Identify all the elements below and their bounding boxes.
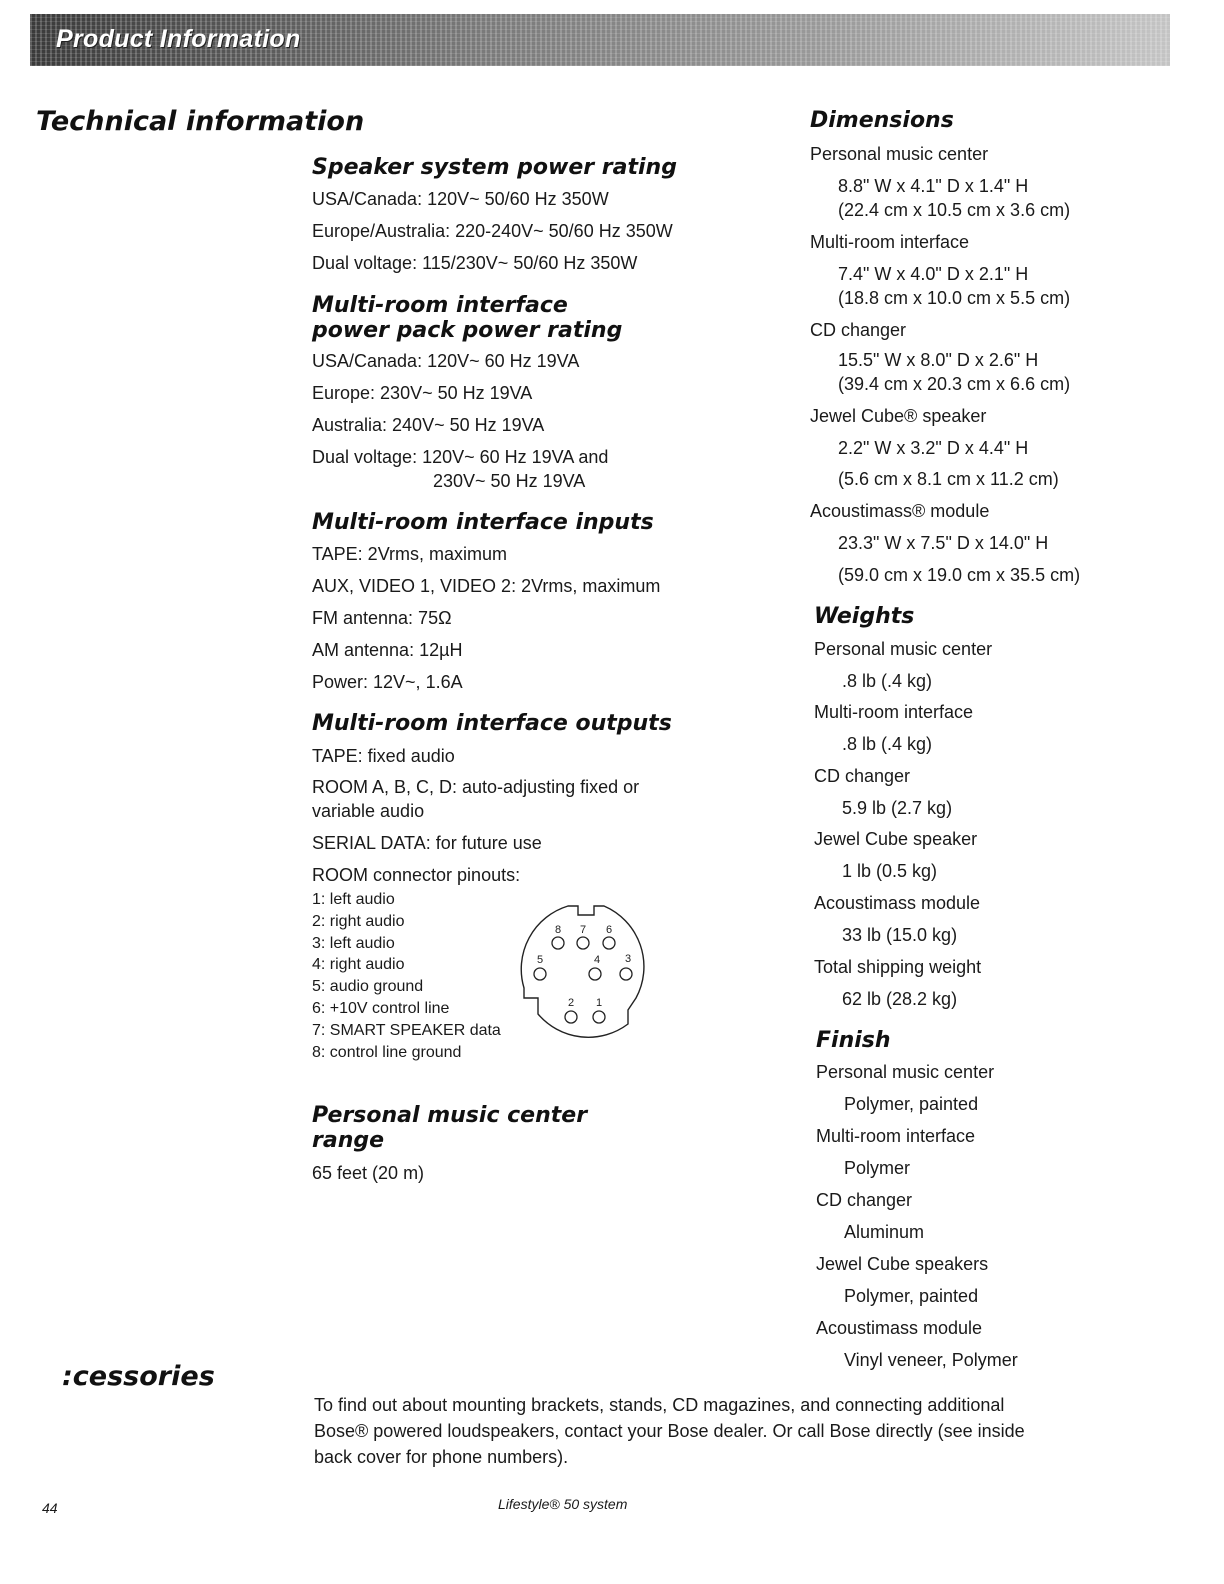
accessories-text: To find out about mounting brackets, stands, CD magazines, and connecting additional Bose® powered loudspeakers, contact your Bose dealer. Or call Bose directly (see inside back cover for phone numbers). (314, 1395, 1025, 1467)
finish-item-name: Acoustimass module (816, 1318, 983, 1338)
room-connector-diagram (510, 896, 660, 1046)
pin-1 (593, 1011, 605, 1023)
dimension-item-name: Multi-room interface (810, 232, 970, 252)
pin-label: 8 (554, 924, 562, 936)
weight-item-name: Personal music center (814, 639, 993, 659)
weight-item-name: Acoustimass module (814, 893, 981, 913)
weight-value: .8 lb (.4 kg) (842, 734, 933, 754)
outputs-line: ROOM connector pinouts: (312, 865, 521, 885)
pin-label: 4 (593, 954, 601, 966)
inputs-line: FM antenna: 75Ω (312, 608, 452, 628)
pin-5 (534, 968, 546, 980)
dimension-item-name: CD changer (810, 320, 907, 340)
pinout-item: 8: control line ground (312, 1043, 462, 1061)
section-banner (30, 14, 1170, 66)
pinout-item: 1: left audio (312, 891, 395, 908)
dimension-item-name: Jewel Cube® speaker (810, 406, 987, 426)
weight-value: 33 lb (15.0 kg) (842, 925, 958, 945)
inputs-line: AUX, VIDEO 1, VIDEO 2: 2Vrms, maximum (312, 576, 661, 596)
outputs-line: variable audio (312, 801, 425, 821)
speaker-power-line: USA/Canada: 120V~ 50/60 Hz 350W (312, 189, 609, 209)
pin-label: 1 (595, 997, 603, 1009)
weight-value: 62 lb (28.2 kg) (842, 989, 958, 1009)
dimension-metric: (18.8 cm x 10.0 cm x 5.5 cm) (838, 288, 1071, 308)
weight-item-name: Multi-room interface (814, 702, 974, 722)
pinout-list (312, 889, 501, 1063)
finish-item-name: Jewel Cube speakers (816, 1254, 989, 1274)
page-number: 44 (42, 1500, 58, 1516)
finish-heading: Finish (816, 1028, 891, 1053)
dimensions-heading: Dimensions (810, 108, 954, 133)
dimension-item-name: Personal music center (810, 144, 989, 164)
inputs-line: Power: 12V~, 1.6A (312, 672, 463, 692)
weight-item-name: Total shipping weight (814, 957, 982, 977)
page-title: Technical information (36, 106, 365, 137)
dimension-metric: (39.4 cm x 20.3 cm x 6.6 cm) (838, 374, 1071, 394)
inputs-line: AM antenna: 12µH (312, 640, 463, 660)
inputs-heading: Multi-room interface inputs (312, 510, 654, 535)
weight-value: .8 lb (.4 kg) (842, 671, 933, 691)
dimension-metric: (59.0 cm x 19.0 cm x 35.5 cm) (838, 565, 1081, 585)
powerpack-line: Europe: 230V~ 50 Hz 19VA (312, 383, 533, 403)
dimension-metric: (22.4 cm x 10.5 cm x 3.6 cm) (838, 200, 1071, 220)
outputs-line: SERIAL DATA: for future use (312, 833, 542, 853)
pin-label: 3 (624, 953, 632, 965)
dimension-imperial: 7.4" W x 4.0" D x 2.1" H (838, 264, 1029, 284)
accessories-heading: :cessories (62, 1361, 215, 1392)
footer-title: Lifestyle® 50 system (498, 1496, 628, 1512)
powerpack-line: Australia: 240V~ 50 Hz 19VA (312, 415, 545, 435)
pin-8 (552, 937, 564, 949)
pinout-item: 6: +10V control line (312, 999, 450, 1017)
outputs-line: TAPE: fixed audio (312, 746, 455, 766)
finish-value: Polymer, painted (844, 1286, 979, 1306)
finish-item-name: CD changer (816, 1190, 913, 1210)
pin-label: 7 (579, 924, 587, 936)
pinout-item: 5: audio ground (312, 978, 424, 996)
speaker-power-line: Europe/Australia: 220-240V~ 50/60 Hz 350W (312, 221, 673, 241)
dimension-imperial: 15.5" W x 8.0" D x 2.6" H (838, 350, 1039, 370)
finish-item-name: Multi-room interface (816, 1126, 976, 1146)
speaker-power-line: Dual voltage: 115/230V~ 50/60 Hz 350W (312, 253, 638, 273)
weight-item-name: Jewel Cube speaker (814, 829, 978, 849)
powerpack-heading: Multi-room interface power pack power rating (312, 293, 623, 343)
pin-label: 5 (536, 954, 544, 966)
pin-label: 6 (605, 924, 613, 936)
dimension-metric: (5.6 cm x 8.1 cm x 11.2 cm) (838, 469, 1059, 489)
dimension-imperial: 2.2" W x 3.2" D x 4.4" H (838, 438, 1029, 458)
finish-value: Polymer, painted (844, 1094, 979, 1114)
outputs-heading: Multi-room interface outputs (312, 711, 672, 736)
range-heading: Personal music center range (312, 1103, 588, 1153)
pin-6 (603, 937, 615, 949)
dimension-item-name: Acoustimass® module (810, 501, 990, 521)
finish-value: Aluminum (844, 1222, 925, 1242)
pinout-item: 3: left audio (312, 934, 395, 952)
pinout-item: 4: right audio (312, 956, 405, 974)
dimension-imperial: 23.3" W x 7.5" D x 14.0" H (838, 533, 1049, 553)
pinout-item: 7: SMART SPEAKER data (312, 1021, 501, 1039)
weight-item-name: CD changer (814, 766, 911, 786)
outputs-line: ROOM A, B, C, D: auto-adjusting fixed or (312, 777, 640, 797)
banner-title: Product Information (56, 25, 301, 53)
pin-7 (577, 937, 589, 949)
pinout-item: 2: right audio (312, 912, 405, 930)
range-value: 65 feet (20 m) (312, 1163, 425, 1183)
pin-label: 2 (567, 997, 575, 1009)
finish-value: Vinyl veneer, Polymer (844, 1350, 1018, 1370)
powerpack-line: 230V~ 50 Hz 19VA (433, 471, 586, 491)
pin-4 (589, 968, 601, 980)
pin-2 (565, 1011, 577, 1023)
weight-value: 1 lb (0.5 kg) (842, 861, 938, 881)
powerpack-line: USA/Canada: 120V~ 60 Hz 19VA (312, 351, 580, 371)
weight-value: 5.9 lb (2.7 kg) (842, 798, 953, 818)
speaker-power-heading: Speaker system power rating (312, 155, 677, 180)
weights-heading: Weights (814, 604, 915, 629)
dimension-imperial: 8.8" W x 4.1" D x 1.4" H (838, 176, 1029, 196)
pin-3 (620, 968, 632, 980)
powerpack-line: Dual voltage: 120V~ 60 Hz 19VA and (312, 447, 609, 467)
finish-value: Polymer (844, 1158, 911, 1178)
inputs-line: TAPE: 2Vrms, maximum (312, 544, 508, 564)
finish-item-name: Personal music center (816, 1062, 995, 1082)
